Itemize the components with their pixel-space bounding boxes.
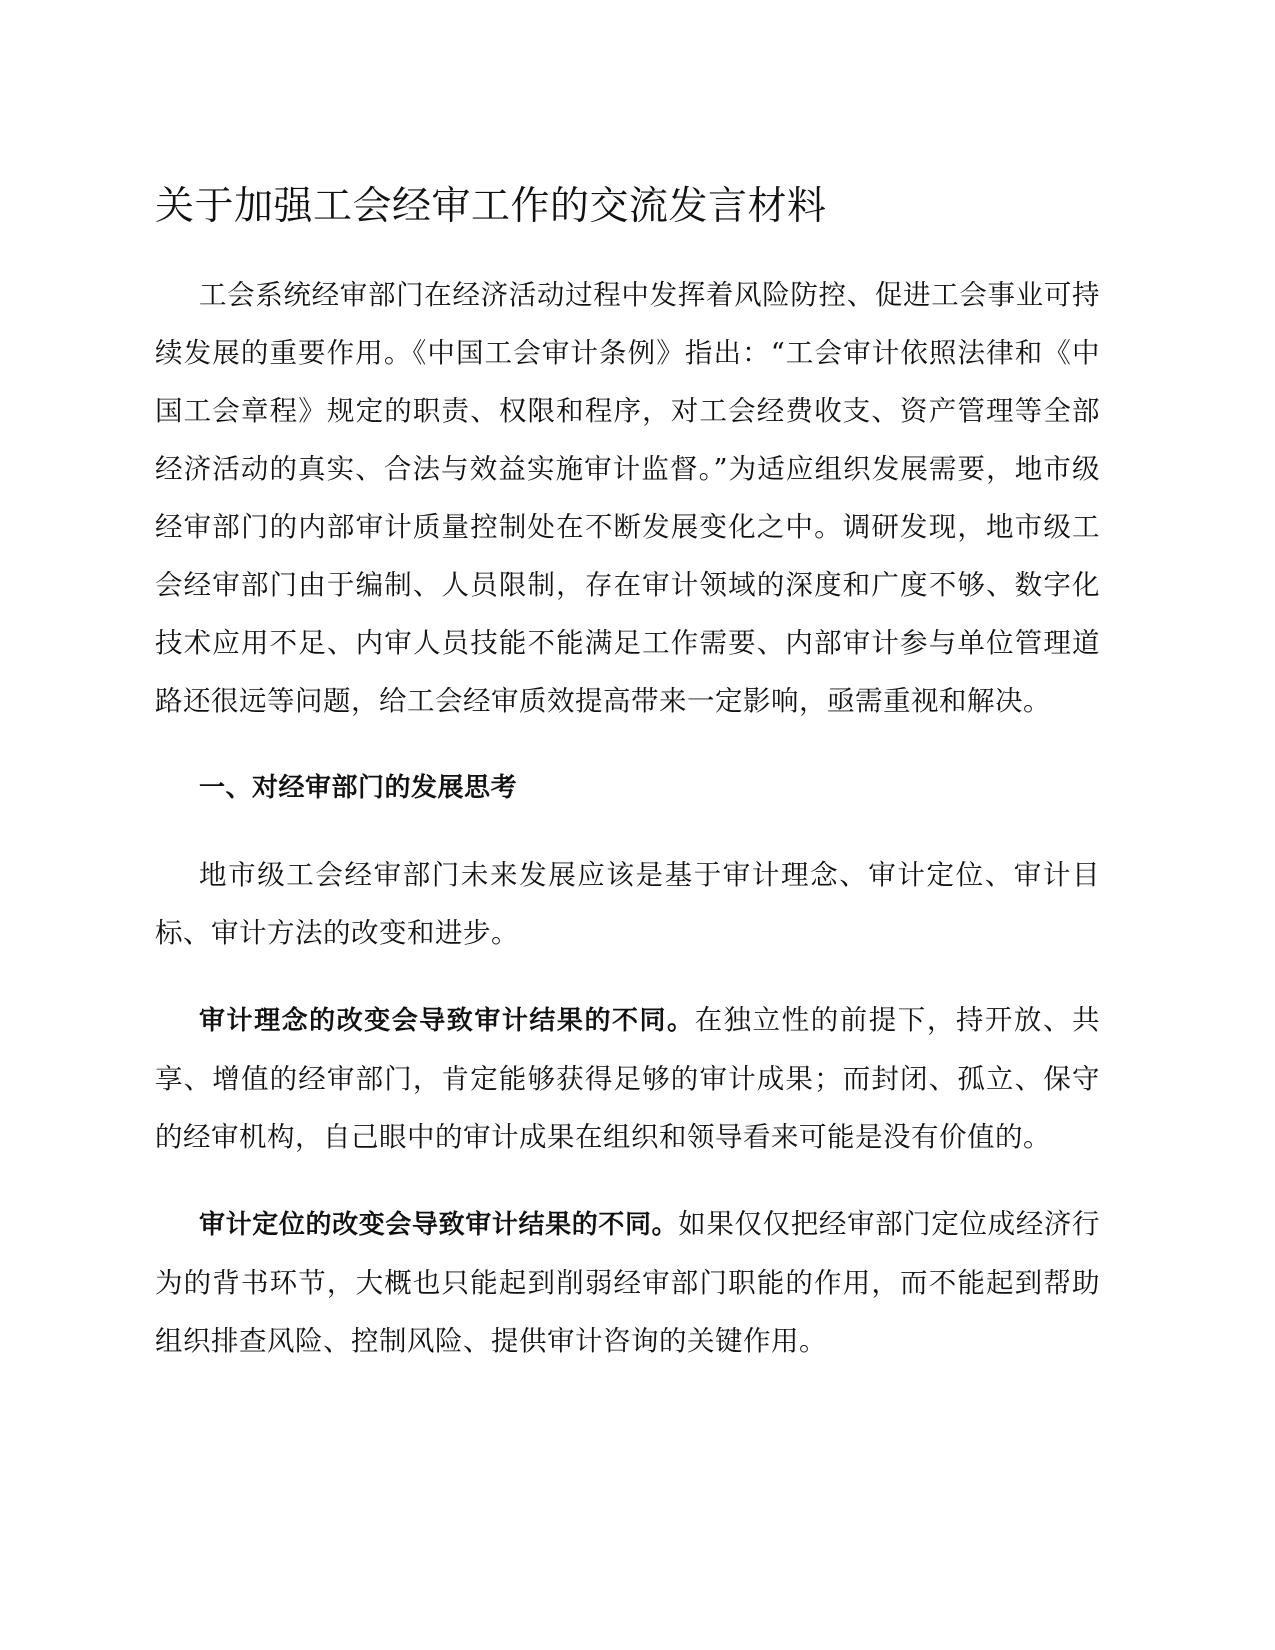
document-title: 关于加强工会经审工作的交流发言材料 — [155, 184, 827, 229]
section-heading: 一、对经审部门的发展思考 — [199, 773, 518, 803]
point-body-2: 如果仅仅把经审部门定位成经济行为的背书环节，大概也只能起到削弱经审部门职能的作用，而不能起到帮助组织排查风险、控制风险、提供审计咨询的关键作用。 — [155, 1208, 1100, 1357]
point-lead-1: 审计理念的改变会导致审计结果的不同。 — [199, 1006, 695, 1036]
point-paragraph-1 — [155, 991, 1100, 1166]
intro-paragraph: 工会系统经审部门在经济活动过程中发挥着风险防控、促进工会事业可持续发展的重要作用。《中国工会审计条例》指出：“工会审计依照法律和《中国工会章程》规定的职责、权限和程序，对工会经费收支、资产管理等全部经济活动的真实、合法与效益实施审计监督。”为适应组织发展需要，地市级经审部门的内部审计质量控制处在不断发展变化之中。调研发现，地市级工会经审部门由于编制、人员限制，存在审计领域的深度和广度不够、数字化技术应用不足、内审人员技能不能满足工作需要、内部审计参与单位管理道路还很远等问题，给工会经审质效提高带来一定影响，亟需重视和解决。 — [155, 279, 1100, 717]
point-body-1: 在独立性的前提下，持开放、共享、增值的经审部门，肯定能够获得足够的审计成果；而封闭、孤立、保守的经审机构，自己眼中的审计成果在组织和领导看来可能是没有价值的。 — [155, 1004, 1100, 1153]
point-lead-2: 审计定位的改变会导致审计结果的不同。 — [199, 1210, 679, 1240]
point-paragraph-2 — [155, 1195, 1100, 1370]
document-body — [155, 178, 1100, 1399]
section-paragraph: 地市级工会经审部门未来发展应该是基于审计理念、审计定位、审计目标、审计方法的改变和进步。 — [155, 859, 1100, 949]
